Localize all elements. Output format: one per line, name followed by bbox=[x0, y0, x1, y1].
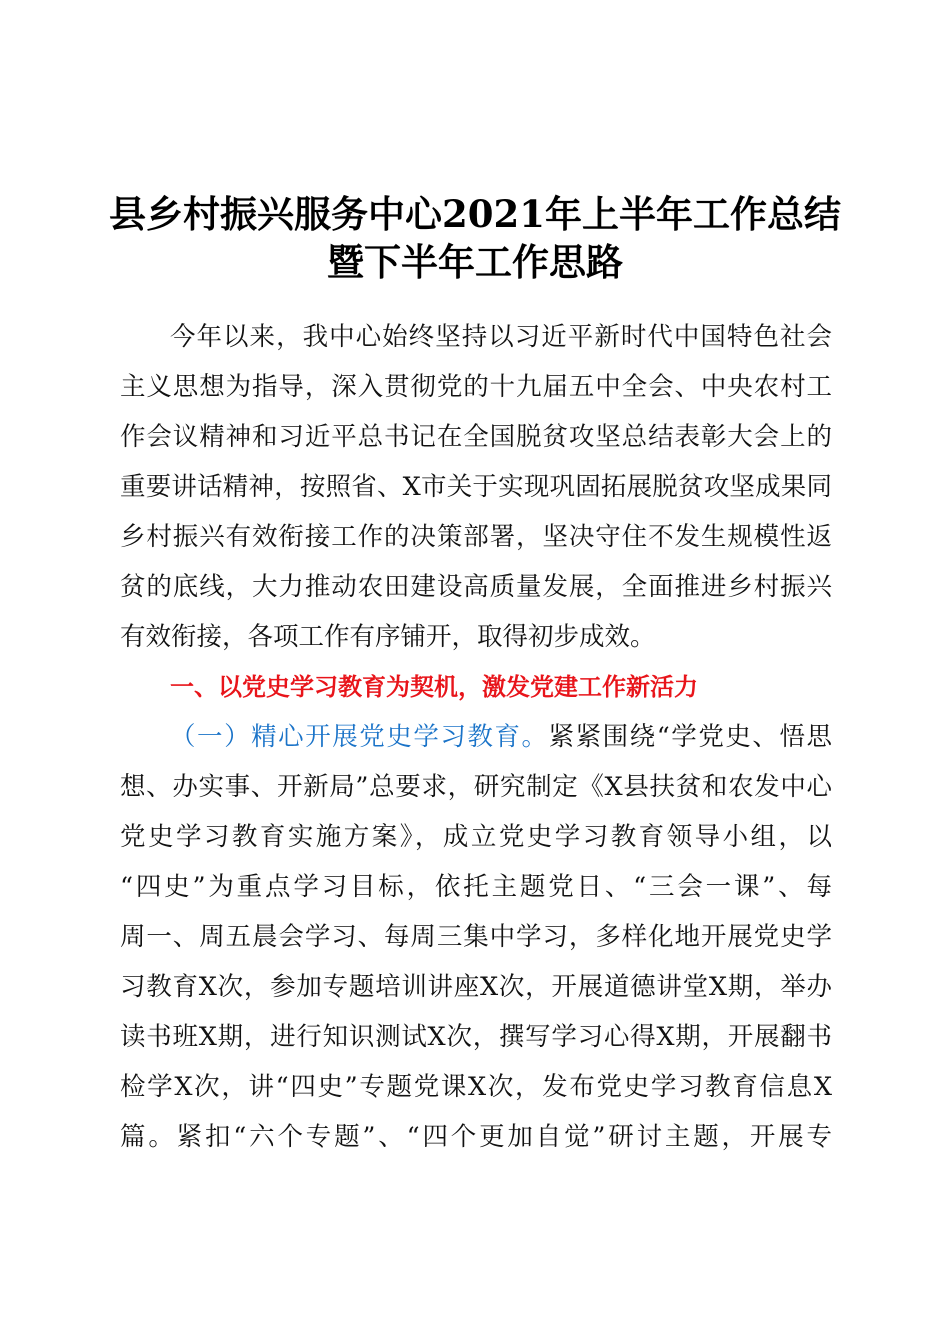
intro-paragraph-line: 重要讲话精神，按照省、X市关于实现巩固拓展脱贫攻坚成果同 bbox=[120, 472, 832, 502]
subsection-paragraph-line: 周一、周五晨会学习、每周三集中学习，多样化地开展党史学 bbox=[120, 922, 832, 952]
document-title-line-2: 暨下半年工作思路 bbox=[327, 240, 623, 284]
subsection-first-line-text: 紧紧围绕“学党史、悟思 bbox=[548, 722, 832, 752]
subsection-paragraph-line: 党史学习教育实施方案》，成立党史学习教育领导小组，以 bbox=[120, 822, 832, 852]
subsection-paragraph-line: 篇。紧扣“六个专题”、“四个更加自觉”研讨主题，开展专 bbox=[120, 1122, 832, 1152]
subsection-paragraph-line: “四史”为重点学习目标，依托主题党日、“三会一课”、每 bbox=[120, 872, 832, 902]
subsection-paragraph-line: 习教育X次，参加专题培训讲座X次，开展道德讲堂X期，举办 bbox=[120, 972, 832, 1002]
intro-paragraph-line: 乡村振兴有效衔接工作的决策部署，坚决守住不发生规模性返 bbox=[120, 522, 832, 552]
subsection-paragraph-line: 检学X次，讲“四史”专题党课X次，发布党史学习教育信息X bbox=[120, 1072, 832, 1102]
subsection-paragraph-line: 想、办实事、开新局”总要求，研究制定《X县扶贫和农发中心 bbox=[120, 772, 832, 802]
intro-paragraph-line: 今年以来，我中心始终坚持以习近平新时代中国特色社会 bbox=[170, 322, 832, 352]
section-heading: 一、以党史学习教育为契机，激发党建工作新活力 bbox=[170, 673, 698, 701]
intro-paragraph-line: 主义思想为指导，深入贯彻党的十九届五中全会、中央农村工 bbox=[120, 372, 832, 402]
intro-paragraph-line: 作会议精神和习近平总书记在全国脱贫攻坚总结表彰大会上的 bbox=[120, 422, 832, 452]
subsection-paragraph-line: 读书班X期，进行知识测试X次，撰写学习心得X期，开展翻书 bbox=[120, 1022, 832, 1052]
intro-paragraph-line: 有效衔接，各项工作有序铺开，取得初步成效。 bbox=[120, 622, 656, 652]
document-title-line-1: 县乡村振兴服务中心2021年上半年工作总结 bbox=[109, 192, 841, 236]
subsection-heading: （一）精心开展党史学习教育。 bbox=[170, 722, 549, 752]
intro-paragraph-line: 贫的底线，大力推动农田建设高质量发展，全面推进乡村振兴 bbox=[120, 572, 832, 602]
subsection-first-line bbox=[170, 712, 832, 762]
